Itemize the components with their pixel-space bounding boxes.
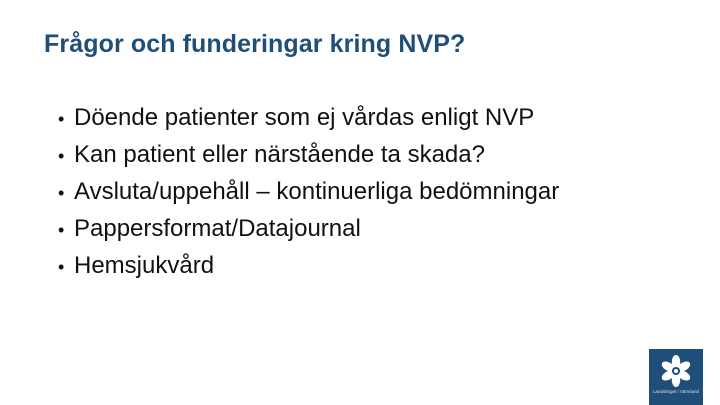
bullet-dot-icon: • <box>58 183 65 203</box>
bullet-text: Hemsjukvård <box>74 252 215 279</box>
bullet-text: Pappersformat/Datajournal <box>74 215 361 242</box>
bullet-text: Döende patienter som ej vårdas enligt NVP <box>74 104 535 131</box>
bullet-dot-icon: • <box>58 257 65 277</box>
bullet-dot-icon: • <box>58 109 65 129</box>
bullet-item <box>58 248 559 285</box>
organization-logo <box>649 349 703 405</box>
bullet-dot-icon: • <box>58 146 65 166</box>
flower-logo-icon <box>659 354 693 388</box>
bullet-item <box>58 211 559 248</box>
bullet-text: Avsluta/uppehåll – kontinuerliga bedömningar <box>74 178 560 205</box>
bullet-dot-icon: • <box>58 220 65 240</box>
bullet-item <box>58 137 559 174</box>
logo-text: Landstinget i Värmland <box>652 389 700 394</box>
bullet-item <box>58 100 559 137</box>
slide-title: Frågor och funderingar kring NVP? <box>44 30 466 58</box>
bullet-list <box>58 100 559 285</box>
bullet-item <box>58 174 559 211</box>
bullet-text: Kan patient eller närstående ta skada? <box>74 141 485 168</box>
